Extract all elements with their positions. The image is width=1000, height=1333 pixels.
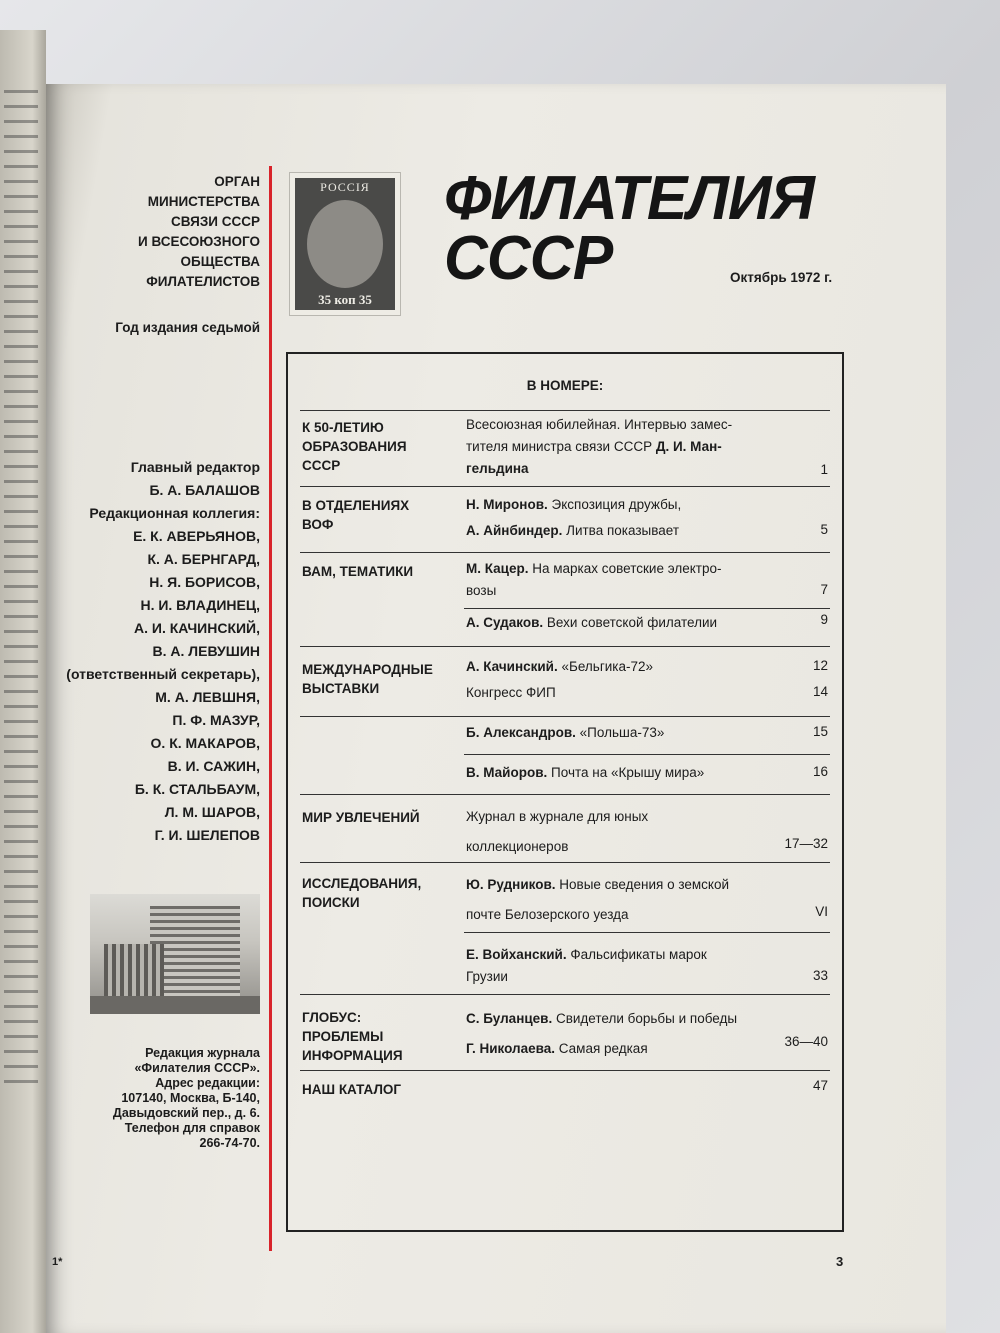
article-entry: [466, 414, 806, 480]
article-text: Почта на «Крышу мира»: [551, 765, 705, 780]
page-ref: 33: [812, 968, 828, 983]
org-line: И ВСЕСОЮЗНОГО: [138, 234, 260, 249]
stamp-value-text: 35 коп 35: [318, 292, 372, 307]
article-entry: [466, 612, 806, 634]
section-title-line: К 50-ЛЕТИЮ: [302, 420, 384, 435]
page-ref: VI: [815, 904, 828, 919]
divider: [300, 862, 830, 863]
section-title-line: ВАМ, ТЕМАТИКИ: [302, 564, 414, 579]
section-title-line: МЕЖДУНАРОДНЫЕ: [302, 662, 433, 677]
address-line: Адрес редакции:: [155, 1076, 260, 1090]
red-vertical-rule: [269, 166, 272, 1251]
article-text: Вехи советской филателии: [546, 615, 718, 630]
article-author: Е. Войханский.: [466, 947, 567, 962]
postage-stamp-image: [289, 172, 401, 316]
article-author: А. Айнбиндер.: [466, 523, 563, 538]
section-title: [302, 874, 462, 912]
divider: [464, 608, 830, 609]
page-number: 3: [836, 1254, 844, 1269]
board-member: В. А. ЛЕВУШИН: [152, 643, 260, 659]
article-author: Ю. Рудников.: [466, 877, 556, 892]
board-member: (ответственный секретарь),: [66, 666, 260, 682]
article-text: «Бельгика-72»: [561, 659, 654, 674]
board-member: П. Ф. МАЗУР,: [172, 712, 260, 728]
article-text: Литва показывает: [566, 523, 679, 538]
section-title: [302, 1008, 462, 1065]
page-ref: 36—40: [784, 1034, 828, 1049]
table-of-contents: [286, 352, 844, 1232]
publisher-block: [46, 172, 260, 292]
article-text: Всесоюзная юбилейная. Интервью замес-: [466, 417, 733, 432]
section-title-line: ИНФОРМАЦИЯ: [302, 1048, 403, 1063]
section-title-line: ОБРАЗОВАНИЯ: [302, 439, 407, 454]
org-line: ОРГАН: [214, 174, 260, 189]
section-title-line: ИССЛЕДОВАНИЯ,: [302, 876, 422, 891]
section-title-line: ГЛОБУС:: [302, 1010, 362, 1025]
previous-page-text-lines: [4, 90, 38, 1090]
board-member: В. И. САЖИН,: [167, 758, 260, 774]
previous-page-edge: [0, 30, 46, 1333]
article-text: Самая редкая: [558, 1041, 648, 1056]
article-author: Н. Миронов.: [466, 497, 548, 512]
year-of-publication: Год издания седьмой: [115, 320, 260, 335]
section-title-line: ПОИСКИ: [302, 895, 360, 910]
ground-strip: [90, 996, 260, 1014]
org-line: ОБЩЕСТВА: [180, 254, 260, 269]
article-author: А. Судаков.: [466, 615, 544, 630]
section-title-line: ВОФ: [302, 517, 334, 532]
article-text: возы: [466, 583, 497, 598]
article-author: Б. Александров.: [466, 725, 576, 740]
article-author: М. Кацер.: [466, 561, 529, 576]
stamp-field: [295, 178, 395, 310]
article-text: Свидетели борьбы и победы: [555, 1011, 738, 1026]
org-line: СВЯЗИ СССР: [170, 214, 260, 229]
board-member: О. К. МАКАРОВ,: [150, 735, 260, 751]
board-member: Л. М. ШАРОВ,: [164, 804, 260, 820]
page-ref: 12: [812, 658, 828, 673]
title-line: ФИЛАТЕЛИЯ: [444, 164, 814, 233]
article-entry: [466, 944, 806, 988]
article-author: Д. И. Ман-: [655, 439, 722, 454]
stamp-country-text: РОССIЯ: [320, 180, 370, 194]
section-title: [302, 496, 462, 534]
page-ref: 5: [820, 522, 828, 537]
article-entry: [466, 520, 806, 542]
stamp-emblem: [307, 200, 383, 288]
article-entry: [466, 682, 806, 704]
divider: [300, 716, 830, 717]
article-text: «Польша-73»: [579, 725, 665, 740]
divider: [300, 410, 830, 411]
contents-heading: В НОМЕРЕ:: [526, 378, 604, 393]
section-title-line: СССР: [302, 458, 341, 473]
page-ref: 7: [820, 582, 828, 597]
divider: [300, 794, 830, 795]
board-member: Г. И. ШЕЛЕПОВ: [154, 827, 260, 843]
page-ref: 16: [812, 764, 828, 779]
section-title: [302, 418, 462, 475]
magazine-page: [46, 84, 946, 1333]
org-line: МИНИСТЕРСТВА: [147, 194, 260, 209]
page-ref: 17—32: [784, 836, 828, 851]
section-title-line: ПРОБЛЕМЫ: [302, 1029, 384, 1044]
editorial-building-photo: [90, 894, 260, 1014]
page-ref: 15: [812, 724, 828, 739]
section-title: [302, 562, 462, 581]
page-ref: 14: [812, 684, 828, 699]
address-line: 266-74-70.: [199, 1136, 260, 1150]
address-line: Редакция журнала: [145, 1046, 260, 1060]
article-text: Грузии: [466, 969, 508, 984]
chief-editor-name: Б. А. БАЛАШОВ: [149, 482, 260, 498]
address-block: [46, 1046, 260, 1151]
article-text: Конгресс ФИП: [466, 685, 556, 700]
article-author: А. Качинский.: [466, 659, 558, 674]
building-annex: [104, 944, 164, 998]
board-member: Н. И. ВЛАДИНЕЦ,: [140, 597, 260, 613]
board-member: К. А. БЕРНГАРД,: [147, 551, 260, 567]
signature-mark: 1*: [52, 1256, 63, 1268]
section-title: [302, 1080, 462, 1099]
article-text: Экспозиция дружбы,: [551, 497, 682, 512]
address-line: 107140, Москва, Б-140,: [121, 1091, 260, 1105]
article-text: Новые сведения о земской: [559, 877, 730, 892]
article-author: гельдина: [466, 461, 529, 476]
article-text: коллекционеров: [466, 839, 569, 854]
board-member: Б. К. СТАЛЬБАУМ,: [134, 781, 260, 797]
editorial-board: [46, 456, 260, 847]
section-title-line: НАШ КАТАЛОГ: [302, 1082, 402, 1097]
divider: [300, 486, 830, 487]
section-title-line: В ОТДЕЛЕНИЯХ: [302, 498, 410, 513]
chief-editor-label: Главный редактор: [130, 459, 260, 475]
board-member: Н. Я. БОРИСОВ,: [149, 574, 260, 590]
article-author: В. Майоров.: [466, 765, 548, 780]
article-text: На марках советские электро-: [532, 561, 722, 576]
section-title: [302, 660, 462, 698]
article-text: Фальсификаты марок: [570, 947, 707, 962]
divider: [300, 994, 830, 995]
title-line: СССР: [444, 224, 613, 293]
org-line: ФИЛАТЕЛИСТОВ: [146, 274, 260, 289]
divider: [300, 1070, 830, 1071]
article-entry: [466, 870, 806, 930]
article-entry: [466, 494, 806, 516]
address-line: Телефон для справок: [124, 1121, 260, 1135]
page-ref: 9: [820, 612, 828, 627]
divider: [300, 646, 830, 647]
divider: [464, 932, 830, 933]
issue-date: Октябрь 1972 г.: [730, 270, 833, 285]
article-author: С. Буланцев.: [466, 1011, 553, 1026]
section-title: [302, 808, 462, 827]
article-text: тителя министра связи СССР: [466, 439, 653, 454]
address-line: «Филателия СССР».: [134, 1061, 260, 1075]
section-title-line: ВЫСТАВКИ: [302, 681, 380, 696]
article-author: Г. Николаева.: [466, 1041, 555, 1056]
page-ref: 1: [820, 462, 828, 477]
section-title-line: МИР УВЛЕЧЕНИЙ: [302, 810, 420, 825]
divider: [464, 754, 830, 755]
article-text: почте Белозерского уезда: [466, 907, 629, 922]
article-entry: [466, 722, 806, 744]
article-entry: [466, 1004, 806, 1064]
article-text: Журнал в журнале для юных: [466, 809, 649, 824]
board-member: М. А. ЛЕВШНЯ,: [155, 689, 260, 705]
article-entry: [466, 656, 806, 678]
board-label: Редакционная коллегия:: [89, 505, 260, 521]
page-ref: 47: [812, 1078, 828, 1093]
board-member: Е. К. АВЕРЬЯНОВ,: [133, 528, 260, 544]
board-member: А. И. КАЧИНСКИЙ,: [134, 620, 260, 636]
address-line: Давыдовский пер., д. 6.: [112, 1106, 260, 1120]
divider: [300, 552, 830, 553]
article-entry: [466, 558, 806, 602]
article-entry: [466, 762, 806, 784]
article-entry: [466, 802, 806, 862]
